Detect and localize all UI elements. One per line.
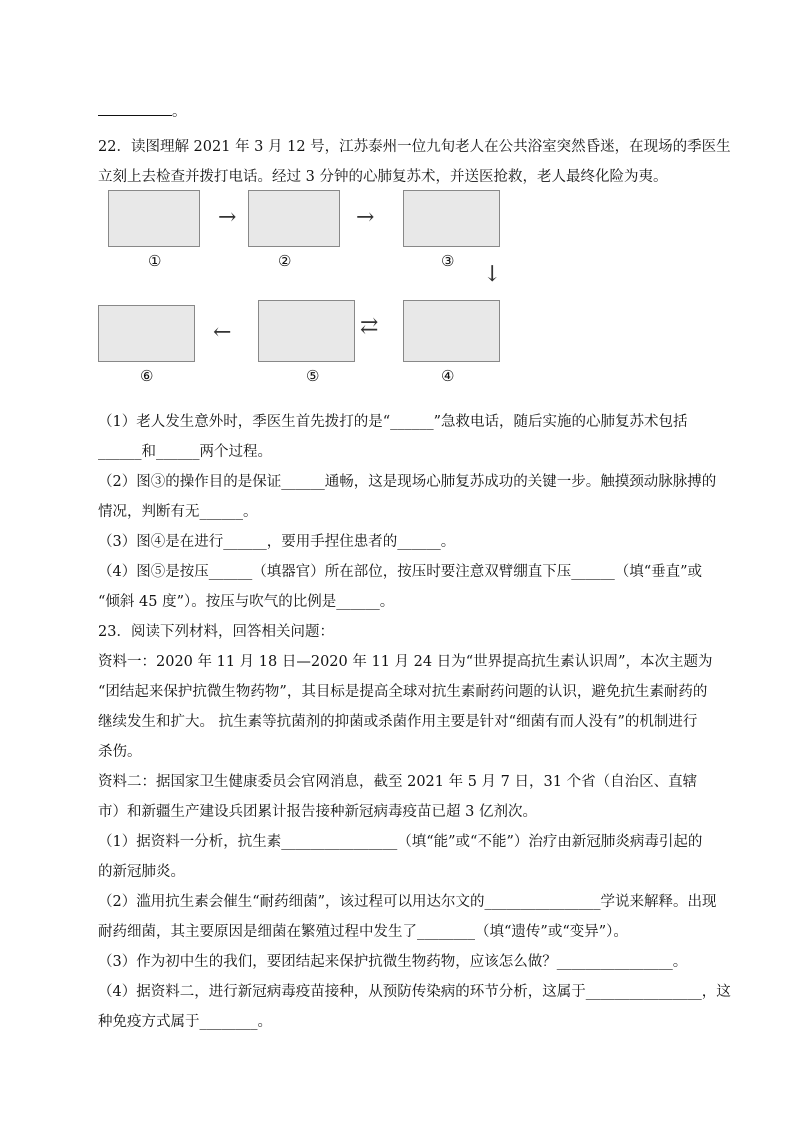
q23-material1-line2: “团结起来保护抗微生物药物”，其目标是提高全球对抗生素耐药问题的认识，避免抗生素耐药的	[98, 684, 708, 700]
caption-2: ②	[278, 252, 292, 270]
caption-5: ⑤	[306, 367, 320, 385]
q23-sub4-line1: （4）据资料二，进行新冠病毒疫苗接种，从预防传染病的环节分析，这属于________________，这	[98, 984, 731, 1000]
caption-1: ①	[148, 252, 162, 270]
q23-sub2-line1: （2）滥用抗生素会催生“耐药细菌”，该过程可以用达尔文的________________学说来解释。出现	[98, 894, 717, 910]
scene-1-image	[108, 190, 200, 247]
q22-sub4-line2: “倾斜 45 度”）。按压与吹气的比例是______。	[98, 594, 395, 610]
q23-material1-line1: 资料一：2020 年 11 月 18 日—2020 年 11 月 24 日为“世界提高抗生素认识周”，本次主题为	[98, 654, 713, 670]
caption-6: ⑥	[140, 367, 154, 385]
cpr-figure	[98, 190, 518, 400]
scene-6-image	[98, 305, 195, 362]
q23-material1-line3: 继续发生和扩大。 抗生素等抗菌剂的抑菌或杀菌作用主要是针对“细菌有而人没有”的机制进行	[98, 714, 698, 730]
caption-3: ③	[441, 252, 455, 270]
q22-sub2-line1: （2）图③的操作目的是保证______通畅，这是现场心肺复苏成功的关键一步。触摸颈动脉脉搏的	[98, 474, 717, 490]
q22-sub4-line1: （4）图⑤是按压______（填器官）所在部位，按压时要注意双臂绷直下压______（填“垂直”或	[98, 564, 703, 580]
caption-4: ④	[441, 367, 455, 385]
arrow-right-icon: →	[218, 205, 237, 230]
scene-3-image	[403, 190, 500, 247]
scene-4-image	[403, 300, 500, 362]
arrow-down-icon: ↓	[483, 262, 502, 287]
q23-sub3: （3）作为初中生的我们，要团结起来保护抗微生物药物，应该怎么做？________________。	[98, 954, 688, 970]
q23-material1-line4: 杀伤。	[98, 744, 142, 760]
top-blank-line	[98, 100, 187, 121]
q23-sub1-line2: 的新冠肺炎。	[98, 864, 185, 880]
arrow-left-icon: ←	[213, 320, 232, 345]
top-blank-end: 。	[172, 104, 187, 120]
q22-intro-1: 22．读图理解 2021 年 3 月 12 号，江苏泰州一位九旬老人在公共浴室突然昏迷，在现场的季医生	[98, 139, 731, 155]
q22-sub1-line2: ______和______两个过程。	[98, 444, 272, 460]
answer-blank	[98, 101, 172, 116]
q22-sub1-line1: （1）老人发生意外时，季医生首先拨打的是“______”急救电话，随后实施的心肺复苏术包括	[98, 414, 688, 430]
q23-sub4-line2: 种免疫方式属于________。	[98, 1014, 272, 1030]
q23-sub2-line2: 耐药细菌，其主要原因是细菌在繁殖过程中发生了________（填“遗传”或“变异”）。	[98, 924, 628, 940]
arrow-right-icon: →	[356, 205, 375, 230]
scene-5-image	[258, 300, 355, 362]
q22-sub3: （3）图④是在进行______，要用手捏住患者的______。	[98, 534, 456, 550]
q23-material2-line2: 市）和新疆生产建设兵团累计报告接种新冠病毒疫苗已超 3 亿剂次。	[98, 804, 537, 820]
q23-sub1-line1: （1）据资料一分析，抗生素________________（填“能”或“不能”）治疗由新冠肺炎病毒引起的	[98, 834, 703, 850]
arrow-swap-icon: ⇄	[360, 314, 379, 339]
scene-2-image	[248, 190, 340, 247]
q23-title: 23．阅读下列材料，回答相关问题：	[98, 624, 334, 640]
q22-sub2-line2: 情况，判断有无______。	[98, 504, 258, 520]
q23-material2-line1: 资料二：据国家卫生健康委员会官网消息，截至 2021 年 5 月 7 日，31 个省（自治区、直辖	[98, 774, 698, 790]
q22-intro-2: 立刻上去检查并拨打电话。经过 3 分钟的心肺复苏术，并送医抢救，老人最终化险为夷。	[98, 169, 668, 185]
